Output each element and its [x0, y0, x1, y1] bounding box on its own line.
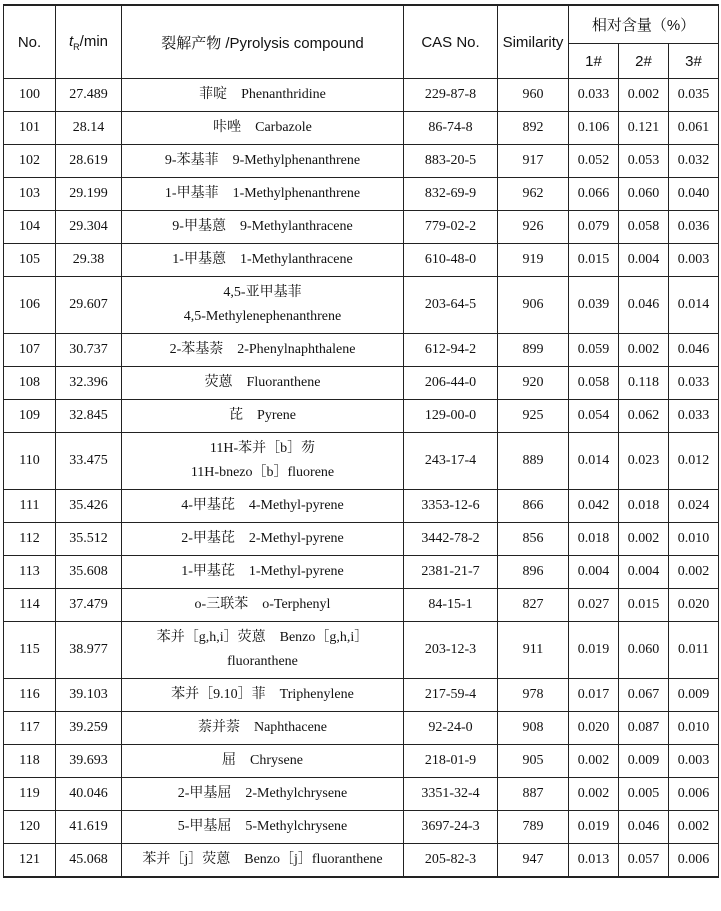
compound-name-line: 4-甲基芘 4-Methyl-pyrene: [181, 498, 344, 513]
cell-content-1: 0.018: [569, 523, 619, 556]
cell-content-3: 0.061: [669, 112, 719, 145]
cell-similarity: 960: [498, 79, 569, 112]
compound-name-line: 11H-bnezo［b］fluorene: [190, 465, 335, 480]
compound-name-line: 咔唑 Carbazole: [213, 120, 312, 135]
cell-no: 118: [4, 745, 56, 778]
cell-compound-name: [122, 145, 404, 178]
cell-content-2: 0.009: [619, 745, 669, 778]
cell-no: 113: [4, 556, 56, 589]
table-row: [4, 589, 719, 622]
cell-similarity: 925: [498, 400, 569, 433]
cell-cas-number: 243-17-4: [404, 433, 498, 490]
cell-compound-name: [122, 277, 404, 334]
cell-content-2: 0.060: [619, 622, 669, 679]
header-retention-time: [56, 5, 122, 79]
cell-cas-number: 218-01-9: [404, 745, 498, 778]
table-body: [4, 79, 719, 878]
cell-content-2: 0.046: [619, 277, 669, 334]
cell-content-3: 0.040: [669, 178, 719, 211]
cell-no: 103: [4, 178, 56, 211]
cell-content-3: 0.010: [669, 712, 719, 745]
cell-no: 102: [4, 145, 56, 178]
cell-retention-time: 28.619: [56, 145, 122, 178]
table-row: [4, 622, 719, 679]
header-relative-content: 相对含量（%）: [569, 5, 719, 44]
cell-similarity: 917: [498, 145, 569, 178]
cell-content-2: 0.002: [619, 334, 669, 367]
compound-name-line: 菲啶 Phenanthridine: [199, 87, 326, 102]
cell-content-2: 0.004: [619, 244, 669, 277]
cell-cas-number: 86-74-8: [404, 112, 498, 145]
cell-similarity: 911: [498, 622, 569, 679]
cell-compound-name: [122, 244, 404, 277]
table-row: [4, 334, 719, 367]
table-row: [4, 844, 719, 878]
cell-similarity: 947: [498, 844, 569, 878]
compound-name-line: 2-苯基萘 2-Phenylnaphthalene: [169, 342, 356, 357]
cell-content-2: 0.002: [619, 79, 669, 112]
cell-similarity: 896: [498, 556, 569, 589]
cell-content-3: 0.033: [669, 400, 719, 433]
cell-similarity: 789: [498, 811, 569, 844]
cell-retention-time: 38.977: [56, 622, 122, 679]
cell-content-2: 0.018: [619, 490, 669, 523]
table-row: [4, 556, 719, 589]
cell-retention-time: 29.607: [56, 277, 122, 334]
cell-content-1: 0.054: [569, 400, 619, 433]
cell-retention-time: 39.259: [56, 712, 122, 745]
cell-cas-number: 206-44-0: [404, 367, 498, 400]
cell-compound-name: [122, 778, 404, 811]
cell-no: 104: [4, 211, 56, 244]
cell-similarity: 905: [498, 745, 569, 778]
cell-content-3: 0.003: [669, 244, 719, 277]
cell-cas-number: 612-94-2: [404, 334, 498, 367]
cell-similarity: 919: [498, 244, 569, 277]
table-row: [4, 523, 719, 556]
compound-name-line: 9-甲基蒽 9-Methylanthracene: [172, 219, 353, 234]
cell-retention-time: 39.103: [56, 679, 122, 712]
cell-no: 107: [4, 334, 56, 367]
cell-content-3: 0.024: [669, 490, 719, 523]
cell-content-1: 0.027: [569, 589, 619, 622]
cell-cas-number: 203-12-3: [404, 622, 498, 679]
compound-name-line: 苯并［g,h,i］荧蒽 Benzo［g,h,i］: [156, 630, 369, 645]
table-row: [4, 778, 719, 811]
cell-compound-name: [122, 178, 404, 211]
cell-similarity: 926: [498, 211, 569, 244]
cell-retention-time: 29.199: [56, 178, 122, 211]
cell-content-3: 0.020: [669, 589, 719, 622]
cell-content-1: 0.058: [569, 367, 619, 400]
cell-no: 101: [4, 112, 56, 145]
cell-content-3: 0.014: [669, 277, 719, 334]
cell-no: 106: [4, 277, 56, 334]
cell-compound-name: [122, 211, 404, 244]
cell-content-1: 0.059: [569, 334, 619, 367]
cell-retention-time: 45.068: [56, 844, 122, 878]
cell-compound-name: [122, 745, 404, 778]
cell-compound-name: [122, 844, 404, 878]
compound-name-line: 芘 Pyrene: [229, 408, 296, 423]
cell-content-1: 0.039: [569, 277, 619, 334]
cell-no: 100: [4, 79, 56, 112]
cell-content-3: 0.010: [669, 523, 719, 556]
cell-compound-name: [122, 811, 404, 844]
cell-retention-time: 37.479: [56, 589, 122, 622]
cell-no: 120: [4, 811, 56, 844]
cell-cas-number: 3697-24-3: [404, 811, 498, 844]
cell-content-3: 0.036: [669, 211, 719, 244]
cell-similarity: 866: [498, 490, 569, 523]
cell-content-1: 0.004: [569, 556, 619, 589]
cell-content-3: 0.032: [669, 145, 719, 178]
cell-content-3: 0.006: [669, 778, 719, 811]
compound-name-line: 1-甲基芘 1-Methyl-pyrene: [181, 564, 344, 579]
compound-name-line: 苯并［9.10］菲 Triphenylene: [171, 687, 354, 702]
cell-similarity: 892: [498, 112, 569, 145]
compound-name-line: 11H-苯并［b］芴: [209, 441, 316, 456]
cell-retention-time: 39.693: [56, 745, 122, 778]
cell-content-1: 0.017: [569, 679, 619, 712]
cell-compound-name: [122, 622, 404, 679]
cell-cas-number: 217-59-4: [404, 679, 498, 712]
cell-content-1: 0.014: [569, 433, 619, 490]
cell-cas-number: 779-02-2: [404, 211, 498, 244]
cell-no: 117: [4, 712, 56, 745]
cell-content-2: 0.067: [619, 679, 669, 712]
cell-similarity: 962: [498, 178, 569, 211]
cell-similarity: 908: [498, 712, 569, 745]
table-row: [4, 679, 719, 712]
cell-retention-time: 35.512: [56, 523, 122, 556]
cell-content-1: 0.015: [569, 244, 619, 277]
header-tr-symbol: t: [68, 32, 74, 50]
cell-content-1: 0.002: [569, 745, 619, 778]
cell-retention-time: 29.38: [56, 244, 122, 277]
cell-no: 112: [4, 523, 56, 556]
table-row: [4, 145, 719, 178]
table-row: [4, 211, 719, 244]
header-sample-1: 1#: [569, 44, 619, 79]
compound-name-line: 荧蒽 Fluoranthene: [204, 375, 321, 390]
cell-compound-name: [122, 523, 404, 556]
header-sample-3: 3#: [669, 44, 719, 79]
cell-cas-number: 3442-78-2: [404, 523, 498, 556]
table-row: [4, 112, 719, 145]
cell-compound-name: [122, 79, 404, 112]
cell-retention-time: 32.396: [56, 367, 122, 400]
cell-content-3: 0.006: [669, 844, 719, 878]
cell-content-3: 0.003: [669, 745, 719, 778]
cell-content-1: 0.106: [569, 112, 619, 145]
cell-no: 121: [4, 844, 56, 878]
cell-content-1: 0.019: [569, 622, 619, 679]
table-row: [4, 79, 719, 112]
cell-retention-time: 35.608: [56, 556, 122, 589]
cell-no: 119: [4, 778, 56, 811]
cell-content-3: 0.002: [669, 556, 719, 589]
cell-no: 115: [4, 622, 56, 679]
cell-content-2: 0.118: [619, 367, 669, 400]
cell-compound-name: [122, 400, 404, 433]
cell-content-3: 0.012: [669, 433, 719, 490]
table-row: [4, 745, 719, 778]
header-cas: CAS No.: [404, 5, 498, 79]
cell-retention-time: 40.046: [56, 778, 122, 811]
cell-content-3: 0.009: [669, 679, 719, 712]
compound-name-line: 1-甲基菲 1-Methylphenanthrene: [164, 186, 361, 201]
compound-name-line: 9-苯基菲 9-Methylphenanthrene: [164, 153, 361, 168]
cell-cas-number: 129-00-0: [404, 400, 498, 433]
compound-name-line: 苯并［j］荧蒽 Benzo［j］fluoranthene: [142, 852, 383, 867]
cell-no: 110: [4, 433, 56, 490]
cell-no: 105: [4, 244, 56, 277]
cell-retention-time: 32.845: [56, 400, 122, 433]
cell-similarity: 827: [498, 589, 569, 622]
compound-name-line: fluoranthene: [227, 654, 298, 669]
cell-compound-name: [122, 490, 404, 523]
cell-similarity: 899: [498, 334, 569, 367]
cell-compound-name: [122, 112, 404, 145]
cell-retention-time: 30.737: [56, 334, 122, 367]
cell-content-3: 0.002: [669, 811, 719, 844]
cell-content-2: 0.023: [619, 433, 669, 490]
cell-content-3: 0.033: [669, 367, 719, 400]
cell-compound-name: [122, 433, 404, 490]
cell-content-2: 0.121: [619, 112, 669, 145]
cell-content-2: 0.015: [619, 589, 669, 622]
table-row: [4, 178, 719, 211]
cell-no: 111: [4, 490, 56, 523]
cell-cas-number: 610-48-0: [404, 244, 498, 277]
header-no: No.: [4, 5, 56, 79]
cell-content-1: 0.020: [569, 712, 619, 745]
pyrolysis-compound-table: [3, 4, 719, 878]
cell-content-2: 0.057: [619, 844, 669, 878]
cell-similarity: 889: [498, 433, 569, 490]
cell-no: 108: [4, 367, 56, 400]
cell-content-2: 0.060: [619, 178, 669, 211]
cell-compound-name: [122, 556, 404, 589]
cell-content-2: 0.002: [619, 523, 669, 556]
cell-similarity: 906: [498, 277, 569, 334]
compound-name-line: 4,5-Methylenephenanthrene: [183, 309, 342, 324]
cell-similarity: 856: [498, 523, 569, 556]
cell-no: 109: [4, 400, 56, 433]
cell-content-2: 0.058: [619, 211, 669, 244]
cell-compound-name: [122, 367, 404, 400]
cell-cas-number: 229-87-8: [404, 79, 498, 112]
cell-content-3: 0.011: [669, 622, 719, 679]
cell-no: 116: [4, 679, 56, 712]
cell-compound-name: [122, 712, 404, 745]
compound-name-line: 5-甲基屈 5-Methylchrysene: [177, 819, 348, 834]
cell-cas-number: 832-69-9: [404, 178, 498, 211]
header-compound: 裂解产物 /Pyrolysis compound: [122, 5, 404, 79]
table-row: [4, 367, 719, 400]
table-row: [4, 490, 719, 523]
cell-retention-time: 28.14: [56, 112, 122, 145]
compound-name-line: 1-甲基蒽 1-Methylanthracene: [172, 252, 353, 267]
compound-name-line: 4,5-亚甲基菲: [223, 285, 302, 300]
cell-similarity: 978: [498, 679, 569, 712]
cell-content-1: 0.002: [569, 778, 619, 811]
cell-content-1: 0.033: [569, 79, 619, 112]
cell-content-2: 0.062: [619, 400, 669, 433]
header-tr-subscript: R: [73, 41, 80, 52]
table-header: [4, 5, 719, 79]
cell-cas-number: 3353-12-6: [404, 490, 498, 523]
cell-content-2: 0.087: [619, 712, 669, 745]
cell-content-1: 0.019: [569, 811, 619, 844]
cell-cas-number: 203-64-5: [404, 277, 498, 334]
compound-name-line: 2-甲基屈 2-Methylchrysene: [177, 786, 348, 801]
cell-retention-time: 33.475: [56, 433, 122, 490]
cell-cas-number: 3351-32-4: [404, 778, 498, 811]
table-row: [4, 433, 719, 490]
cell-content-1: 0.066: [569, 178, 619, 211]
cell-cas-number: 92-24-0: [404, 712, 498, 745]
table-row: [4, 712, 719, 745]
cell-retention-time: 27.489: [56, 79, 122, 112]
header-tr-unit: /min: [79, 32, 108, 50]
cell-content-1: 0.042: [569, 490, 619, 523]
compound-name-line: 屈 Chrysene: [222, 753, 303, 768]
cell-no: 114: [4, 589, 56, 622]
compound-name-line: 萘并萘 Naphthacene: [197, 720, 328, 735]
compound-name-line: o-三联苯 o-Terphenyl: [194, 597, 331, 612]
table-row: [4, 277, 719, 334]
cell-content-2: 0.046: [619, 811, 669, 844]
cell-compound-name: [122, 679, 404, 712]
cell-content-3: 0.046: [669, 334, 719, 367]
header-similarity: Similarity: [498, 5, 569, 79]
table-row: [4, 811, 719, 844]
cell-content-1: 0.079: [569, 211, 619, 244]
compound-name-line: 2-甲基芘 2-Methyl-pyrene: [181, 531, 344, 546]
table-row: [4, 400, 719, 433]
cell-compound-name: [122, 589, 404, 622]
cell-retention-time: 41.619: [56, 811, 122, 844]
cell-similarity: 920: [498, 367, 569, 400]
cell-cas-number: 205-82-3: [404, 844, 498, 878]
cell-retention-time: 35.426: [56, 490, 122, 523]
cell-content-1: 0.052: [569, 145, 619, 178]
cell-cas-number: 883-20-5: [404, 145, 498, 178]
cell-content-3: 0.035: [669, 79, 719, 112]
cell-content-2: 0.005: [619, 778, 669, 811]
cell-content-2: 0.004: [619, 556, 669, 589]
cell-compound-name: [122, 334, 404, 367]
table-row: [4, 244, 719, 277]
header-sample-2: 2#: [619, 44, 669, 79]
cell-content-2: 0.053: [619, 145, 669, 178]
cell-content-1: 0.013: [569, 844, 619, 878]
cell-retention-time: 29.304: [56, 211, 122, 244]
cell-cas-number: 2381-21-7: [404, 556, 498, 589]
cell-cas-number: 84-15-1: [404, 589, 498, 622]
cell-similarity: 887: [498, 778, 569, 811]
